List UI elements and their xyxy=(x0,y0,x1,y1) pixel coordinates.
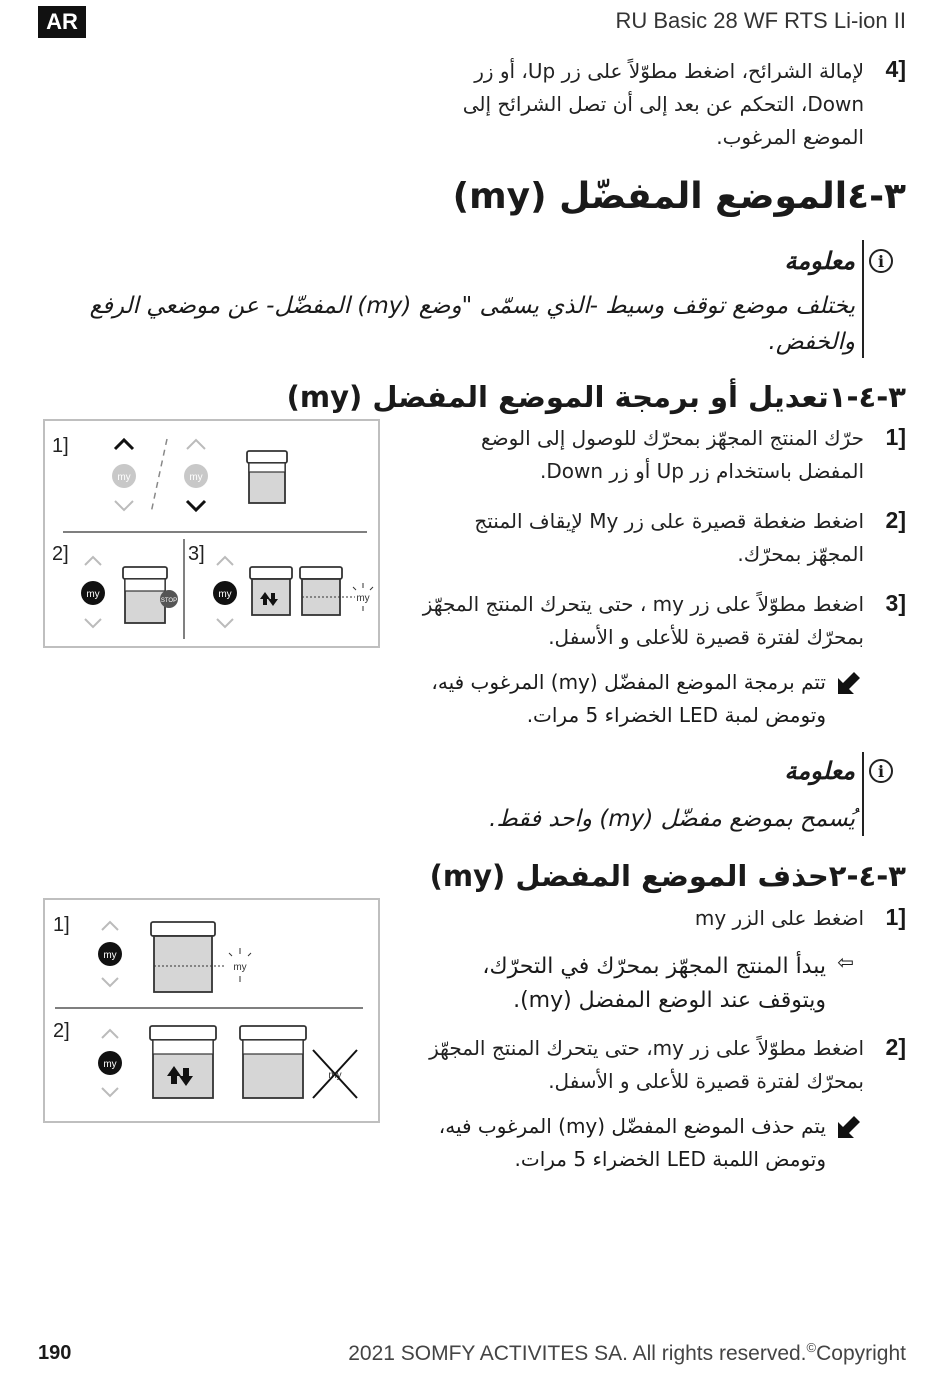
step-text xyxy=(394,505,864,571)
remote-control-up xyxy=(112,440,136,510)
step-number: 3] xyxy=(885,590,906,616)
step-number: 1] xyxy=(885,424,906,450)
step-line: لإمالة الشرائح، اضغط مطوّلاً على زر Up، أو زر xyxy=(474,59,864,83)
figure-step-label: 2] xyxy=(53,1020,70,1042)
step-line: اضغط مطوّلاً على زر my، حتى يتحرك المنتج المجهّز xyxy=(429,1036,864,1060)
step-line: حرّك المنتج المجهّز بمحرّك للوصول إلى الوضع xyxy=(481,426,864,450)
step-text xyxy=(394,1032,864,1098)
figure-program-my xyxy=(43,419,380,648)
arrow-text xyxy=(406,950,826,1018)
remote-control-my xyxy=(81,557,105,627)
page-number: 190 xyxy=(38,1342,72,1364)
product-jar-moving xyxy=(150,1026,216,1098)
figure-step-label: 1] xyxy=(53,914,70,936)
section-title: ٣-٤الموضع المفضّل (my) xyxy=(452,176,906,217)
step-number: 1] xyxy=(885,904,906,930)
step-line: اضغط ضغطة قصيرة على زر My لإيقاف المنتج xyxy=(474,509,864,533)
product-jar-my-position xyxy=(300,567,373,615)
svg-text:my: my xyxy=(86,589,100,600)
figure-step-label: 3] xyxy=(188,543,205,565)
step-line: المفضل باستخدام زر Up أو زر Down. xyxy=(540,459,864,483)
result-line: تتم برمجة الموضع المفضّل (my) المرغوب فيه، xyxy=(431,670,826,694)
arrow-left-icon: ⇦ xyxy=(837,950,854,974)
step-line: المجهّز بمحرّك. xyxy=(737,542,864,566)
svg-text:my: my xyxy=(189,472,203,483)
step-line: بمحرّك لفترة قصيرة للأعلى و الأسفل. xyxy=(548,1069,864,1093)
product-jar-deleted xyxy=(240,1026,357,1098)
info-bar xyxy=(862,240,864,358)
step-text xyxy=(564,902,864,935)
check-arrow-icon xyxy=(834,670,864,698)
info-text xyxy=(355,801,855,837)
step-line: Down، التحكم عن بعد إلى أن تصل الشرائح إلى xyxy=(462,92,864,116)
info-icon: i xyxy=(869,759,893,783)
copyright xyxy=(348,1340,906,1366)
remote-control-my-hold xyxy=(213,557,237,627)
svg-text:my: my xyxy=(218,589,232,600)
subsection-title: ٣-٤-٢حذف الموضع المفضل (my) xyxy=(429,859,906,893)
figure-illustration xyxy=(45,421,378,646)
product-name: RU Basic 28 WF RTS Li-ion II xyxy=(615,8,906,33)
arrow-line: ويتوقف عند الوضع المفضل (my). xyxy=(513,988,826,1013)
arrow-line: يبدأ المنتج المجهّز بمحرّك في التحرّك، xyxy=(482,954,826,979)
figure-illustration xyxy=(45,900,378,1121)
step-number: 4] xyxy=(885,56,906,82)
subsection-title: ٣-٤-١تعديل أو برمجة الموضع المفضل (my) xyxy=(286,380,906,414)
product-jar-stopped xyxy=(123,567,178,623)
copyright-symbol: © xyxy=(806,1340,817,1355)
step-line: بمحرّك لفترة قصيرة للأعلى و الأسفل. xyxy=(548,625,864,649)
step-number: 2] xyxy=(885,507,906,533)
remote-control-my-hold xyxy=(98,1030,122,1096)
info-title: معلومة xyxy=(784,757,855,785)
svg-text:my: my xyxy=(117,472,131,483)
info-icon: i xyxy=(869,249,893,273)
step-line: الموضع المرغوب. xyxy=(716,125,864,149)
svg-text:my: my xyxy=(233,962,247,973)
info-text xyxy=(25,288,855,360)
step-line: اضغط مطوّلاً على زر my ، حتى يتحرك المنتج المجهّز xyxy=(422,592,864,616)
svg-text:my: my xyxy=(103,950,117,961)
result-line: يتم حذف الموضع المفضّل (my) المرغوب فيه، xyxy=(438,1114,826,1138)
product-jar-moving xyxy=(250,567,292,615)
copyright-text: 2021 SOMFY ACTIVITES SA. All rights reserved. xyxy=(348,1342,807,1365)
step-line: اضغط على الزر my xyxy=(694,906,864,930)
result-line: وتومض لمبة LED الخضراء 5 مرات. xyxy=(526,703,826,727)
info-title: معلومة xyxy=(784,247,855,275)
info-bar xyxy=(862,752,864,836)
svg-text:my: my xyxy=(328,1070,342,1081)
step-text xyxy=(394,588,864,654)
svg-text:my: my xyxy=(103,1059,117,1070)
step-number: 2] xyxy=(885,1034,906,1060)
step-text xyxy=(384,55,864,154)
remote-control-down xyxy=(184,440,208,510)
result-text xyxy=(396,1110,826,1176)
product-jar-my-position xyxy=(151,922,251,992)
result-line: وتومض اللمبة LED الخضراء 5 مرات. xyxy=(514,1147,826,1171)
figure-step-label: 1] xyxy=(52,435,69,457)
result-text xyxy=(396,666,826,732)
figure-delete-my xyxy=(43,898,380,1123)
info-line: يختلف موضع توقف وسيط -الذي يسمّى "وضع (my) المفضّل- عن موضعي الرفع xyxy=(89,293,855,319)
info-line: يُسمح بموضع مفضّل (my) واحد فقط. xyxy=(489,806,855,832)
step-text xyxy=(394,422,864,488)
info-line: والخفض. xyxy=(768,329,855,355)
language-badge: AR xyxy=(38,6,86,38)
remote-control-my xyxy=(98,922,122,986)
product-jar xyxy=(247,451,287,503)
copyright-tail: Copyright xyxy=(816,1342,906,1365)
svg-text:my: my xyxy=(356,593,370,604)
svg-text:STOP: STOP xyxy=(160,598,178,604)
check-arrow-icon xyxy=(834,1114,864,1142)
figure-step-label: 2] xyxy=(52,543,69,565)
